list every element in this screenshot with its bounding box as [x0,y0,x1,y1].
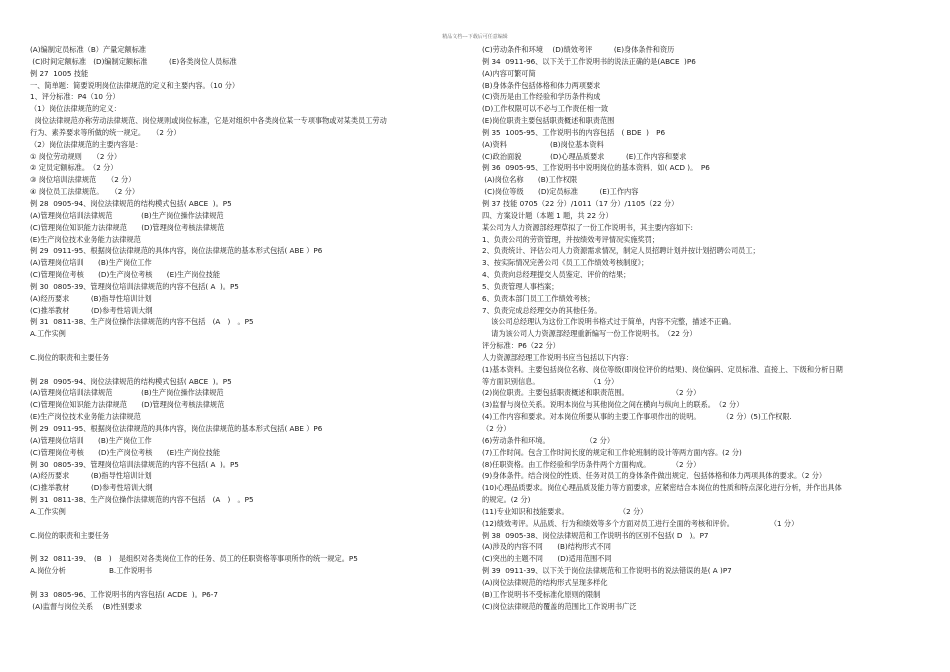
right-text-line: (C)岗位等级 (D)定员标准 (E)工作内容 [482,187,639,197]
left-text-line: (C)推举教材 (D)参考性培训大纲 [30,305,153,315]
right-text-line: 某公司为人力资源部经理草拟了一份工作说明书，其主要内容如下: [482,222,693,232]
left-text-line [30,541,468,553]
left-text-line [30,364,468,376]
right-text-line: (4)工作内容和要求。对本岗位所要从事的主要工作事项作出的说明。 （2 分）(5)工作权限. [482,412,792,422]
left-text-line: (C)管理岗位知识能力法律规范 (D)管理岗位考核法律规范 [30,400,225,410]
left-text-line: 例 31 0811-38、生产岗位操作法律规范的内容不包括 (A ) 。P5 [30,495,254,505]
right-text-line: (C)政治面貌 (D)心理品质要求 (E)工作内容和要求 [482,151,687,161]
right-text-line: 该公司总经理认为这份工作说明书格式过于简单，内容不完整，描述不正确。 [482,317,736,327]
right-text-line: 例 36 0905-95、工作说明书中说明岗位的基本资料．如( ACD )。 P6 [482,163,710,173]
right-text-line: 例 39 0911-39、以下关于岗位法律规范和工作说明书的说法错误的是( A )P7 [482,566,732,576]
left-text-line: (A)经历要求 (B)指导性培训计划 [30,471,152,481]
left-text-line: (C)管理岗位知识能力法律规范 (D)管理岗位考核法律规范 [30,222,225,232]
left-text-line [30,518,468,530]
right-text-line: 例 38 0905-38、岗位法律规范和工作说明书的区别不包括( D )。P7 [482,530,709,540]
left-text-line: 例 30 0805-39、管理岗位培训法律规范的内容不包括( A )。P5 [30,281,239,291]
right-text-line: (B)工作说明书不受标准化原则的限制 [482,589,601,599]
left-text-line: (A)管理岗位培训 (B)生产岗位工作 [30,258,152,268]
right-text-line: (A)岗位名称 (B)工作权限 [482,175,578,185]
left-text-line: 1、评分标准：P4（10 分） [30,92,120,102]
right-column [482,44,922,613]
right-text-line: （2 分） [482,424,511,433]
right-text-line: 例 37 技能 0705（22 分）/1011（17 分）/1105（22 分） [482,198,679,208]
left-text-line: 例 29 0911-95、根据岗位法律规范的具体内容，岗位法律规范的基本形式包括( ABE ）P6 [30,246,323,256]
left-text-line: 例 28 0905-94、岗位法律规范的结构模式包括( ABCE )。P5 [30,198,232,208]
left-text-line: A.工作实例 [30,506,66,516]
left-text-line: ④ 岗位员工法律规范。 （2 分） [30,187,140,197]
right-text-line: (C)劳动条件和环境 (D)绩效考评 (E)身体条件和资历 [482,45,675,54]
right-text-line: 4、负责向总经理提交人员鉴定、评价的结果； [482,270,631,280]
left-text-line: A.工作实例 [30,329,66,339]
left-text-line: 例 31 0811-38、生产岗位操作法律规范的内容不包括 (A ) 。P5 [30,317,254,327]
left-text-line: 例 33 0805-96、工作说明书的内容包括( ACDE )。P6-7 [30,589,218,599]
left-text-line: 一、简单题：简要说明岗位法律规范的定义和主要内容。（10 分） [30,80,240,90]
left-text-line: 例 29 0911-95、根据岗位法律规范的具体内容，岗位法律规范的基本形式包括( ABE ）P6 [30,424,323,433]
right-text-line: 7、负责完成总经理交办的其他任务。 [482,305,602,315]
right-text-line: 2、负责统计、评估公司人力资源需求情况，制定人员招聘计划并按计划招聘公司员工； [482,246,760,256]
left-text-line: (A)管理岗位培训法律规范 (B)生产岗位操作法律规范 [30,210,224,220]
right-text-line: (7)工作时间。包含工作时间长度的规定和工作轮班制的设计等两方面内容。(2 分) [482,447,742,457]
left-text-line: 岗位法律规范亦称劳动法律规范、岗位规则或岗位标准，它是对组织中各类岗位某一专项事物或对某类员工劳动 [30,116,387,126]
right-text-line: (B)身体条件包括体格和体力两项要求 [482,80,601,90]
left-text-line: C.岗位的职责和主要任务 [30,530,110,540]
right-text-line: (C)突出的主题不同 (D)适用范围不同 [482,554,612,564]
left-text-line: (C)推举教材 (D)参考性培训大纲 [30,483,153,493]
right-text-line: (12)绩效考评。从品质、行为和绩效等多个方面对员工进行全面的考核和评价。 （1 分） [482,518,799,528]
right-text-line: 评分标准：P6（22 分） [482,341,560,351]
right-text-line: (A)涉及的内容不同 (B)结构形式不同 [482,542,611,552]
right-text-line: (2)岗位职责。主要包括职责概述和职责范围。 （2 分） [482,388,701,398]
left-text-line [30,340,468,352]
right-text-line: (A)内容可繁可简 [482,68,536,78]
page-header: 精品文档---下载后可任意编辑 [442,34,508,40]
right-text-line: 等方面识别信息。 （1 分） [482,376,619,386]
right-text-line: (A)岗位法律规范的结构形式呈现多样化 [482,577,608,587]
right-text-line: 例 34 0911-96、以下关于工作说明书的说法正确的是(ABCE )P6 [482,56,696,66]
left-text-line: (E)生产岗位技术业务能力法律规范 [30,412,141,422]
left-text-line: (C)时间定额标准 (D)编制定额标准 (E)各类岗位人员标准 [30,56,237,66]
left-text-line: ① 岗位劳动规则 （2 分） [30,151,122,161]
left-text-line: 例 27 1005 技能 [30,68,89,78]
left-text-line: ③ 岗位培训法律规范 （2 分） [30,175,136,185]
left-text-line: ② 定员定额标准。 （2 分） [30,163,118,173]
left-text-line: (C)管理岗位考核 (D)生产岗位考核 (E)生产岗位技能 [30,270,221,280]
right-text-line: (3)监督与岗位关系。说明本岗位与其他岗位之间在横向与纵向上的联系。 （2 分） [482,400,744,410]
right-text-line: 请为该公司人力资源部经理重新编写一份工作说明书。 （22 分） [482,329,697,339]
right-text-line: 5、负责管理人事档案； [482,281,559,291]
right-text-line: (8)任职资格。由工作经验和学历条件两个方面构成。 （2 分） [482,459,701,469]
right-text-line: (C)资历是由工作经验和学历条件构成 [482,92,601,102]
left-column [30,44,468,613]
left-text-line: 例 30 0805-39、管理岗位培训法律规范的内容不包括( A )。P5 [30,459,239,469]
right-text-line: 人力资源部经理工作说明书应当包括以下内容： [482,352,633,362]
right-text-line: (C)岗位法律规范的覆盖的范围比工作说明书广泛 [482,601,637,611]
left-text-line: (E)生产岗位技术业务能力法律规范 [30,234,141,244]
right-text-line: (6)劳动条件和环境。 （2 分） [482,435,615,445]
left-text-line: (C)管理岗位考核 (D)生产岗位考核 (E)生产岗位技能 [30,447,221,457]
left-text-line: （2）岗位法律规范的主要内容是： [30,139,143,149]
right-text-line: (10)心理品质要求。岗位心理品质及能力等方面要求，应紧密结合本岗位的性质和特点深化进行分析，并作出具体 [482,483,842,493]
left-text-line: （1）岗位法律规范的定义： [30,104,121,114]
left-text-line: (A)管理岗位培训 (B)生产岗位工作 [30,435,152,445]
right-text-line: (9)身体条件。结合岗位的性质、任务对员工的身体条件做出规定．包括体格和体力两项具体的要求。（2 分） [482,471,827,481]
left-text-line [30,577,468,589]
right-text-line: (1)基本资料。主要包括岗位名称、岗位等级(即岗位评价的结果)、岗位编码、定员标准、直接上、下级和分析日期 [482,364,843,374]
right-text-line: (A)资料 (B)岗位基本资料 [482,139,604,149]
right-text-line: (E)岗位职责主要包括职责概述和职责范围 [482,116,615,126]
right-text-line: 例 35 1005-95、工作说明书的内容包括 ( BDE ) P6 [482,127,666,137]
right-text-line: 3、按实际情况完善公司《员工工作绩效考核制度》； [482,258,649,268]
right-text-line: (11)专业知识和技能要求。 （2 分） [482,506,648,516]
left-text-line: 例 32 0811-39、 (B ) 是组织对各类岗位工作的任务、员工的任职资格等事项所作的统一规定。P5 [30,554,358,564]
left-text-line: (A)监督与岗位关系 (B)性别要求 [30,601,142,611]
right-text-line: 四、方案设计题（本题 1 题，共 22 分） [482,210,613,220]
left-text-line: A.岗位分析 B.工作说明书 [30,566,153,576]
right-text-line: 1、负责公司的劳资管理，并按绩效考评情况实施奖罚； [482,234,660,244]
right-text-line: 6、负责本部门员工工作绩效考核； [482,293,595,303]
left-text-line: 例 28 0905-94、岗位法律规范的结构模式包括( ABCE )。P5 [30,376,232,386]
left-text-line: (A)管理岗位培训法律规范 (B)生产岗位操作法律规范 [30,388,224,398]
left-text-line: (A)经历要求 (B)指导性培训计划 [30,293,152,303]
left-text-line: C.岗位的职责和主要任务 [30,352,110,362]
left-text-line: 行为、素养要求等所做的统一规定。 （2 分） [30,127,181,137]
right-text-line: (D)工作权限可以不必与工作责任相一致 [482,104,609,114]
right-text-line: 的规定。(2 分) [482,495,531,505]
left-text-line: (A)编制定员标准（B）产量定额标准 [30,45,147,54]
